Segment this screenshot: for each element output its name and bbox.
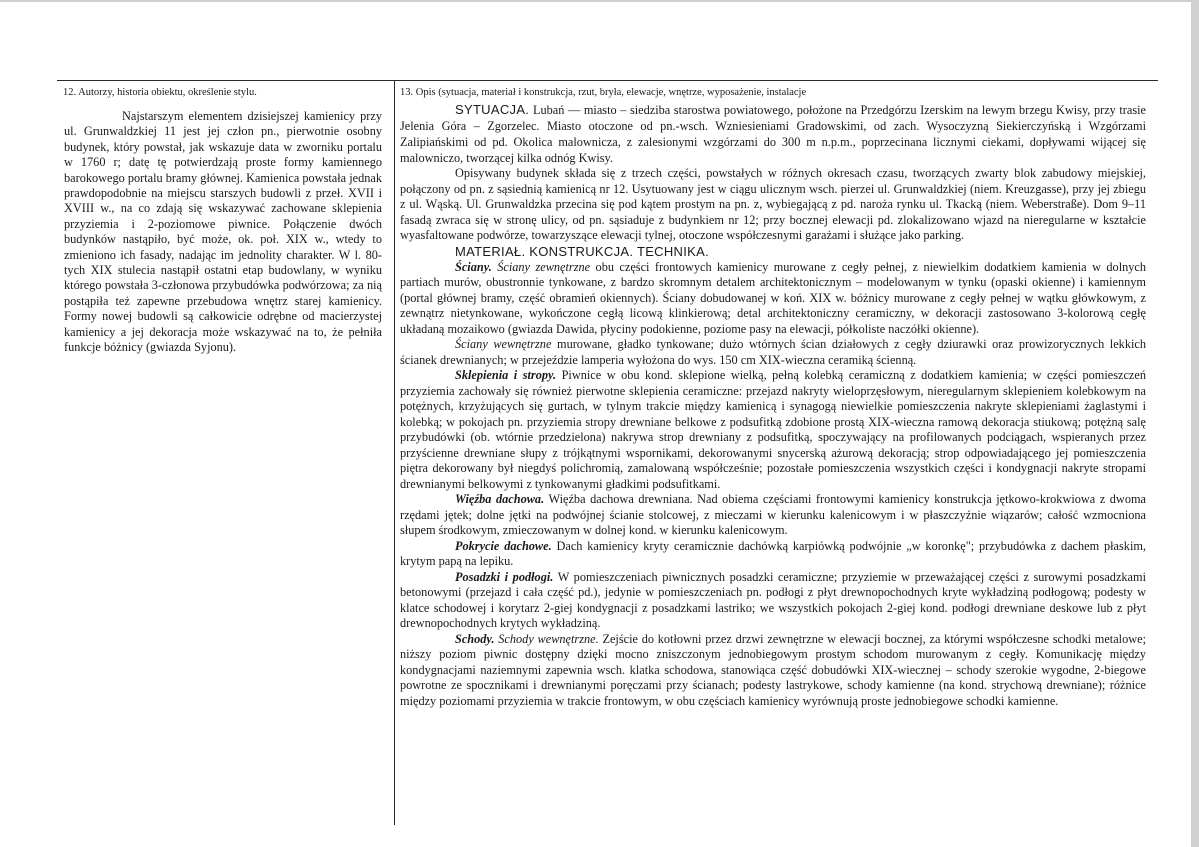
pokrycie-lead: Pokrycie dachowe. xyxy=(455,538,552,553)
sciany-paragraph xyxy=(400,260,1146,338)
wiezba-lead: Więźba dachowa. xyxy=(455,492,545,506)
left-column-header: 12. Autorzy, historia obiektu, określenie stylu. xyxy=(63,87,257,98)
posadzki-paragraph xyxy=(400,570,1146,632)
sciany-lead: Ściany. xyxy=(455,259,492,274)
sciany-wewn-text: murowane, gładko tynkowane; dużo wtórnych ścian działowych z cegły dziurawki oraz prowizorycznych lekkich ścianek drewnianych; w przejeździe lamperia wyłożona do wys. 150 cm XIX-wieczna ceramiką ścienną. xyxy=(400,337,1146,367)
sciany-sub: Ściany zewnętrzne xyxy=(497,259,591,274)
posadzki-lead: Posadzki i podłogi. xyxy=(455,569,554,584)
posadzki-text: W pomieszczeniach piwnicznych posadzki ceramiczne; przyziemie w przeważającej części z surowymi posadzkami betonowymi (przejazd i cała część pd.), jedynie w pomieszczeniach pn. podłogi z płyt drewnopochodnych kryte wykładziną podłogową; podesty w klatce schodowej i korytarz 2-giej kondygnacji z posadzkami lastriko; we wszystkich pokojach 2-giej kond. podłogi drewniane deskowe lub z płyt drewnopochodnych krytych wykładziną. xyxy=(400,569,1146,630)
wiezba-text: Więźba dachowa drewniana. Nad obiema częściami frontowymi kamienicy konstrukcja jętkowo-krokwiowa z dwoma rzędami jętek; dolne jętki na podwójnej ścianie stolcowej, z mieczami w kierunku kalenicowym i w płaszczyźnie wiązarów; całość wzmocniona słupem środkowym, zmieczowanym w dolnej kond. w kierunku kalenicowym. xyxy=(400,492,1146,537)
material-heading xyxy=(400,244,1146,260)
wiezba-paragraph xyxy=(400,492,1146,539)
budynek-paragraph: Opisywany budynek składa się z trzech części, powstałych w różnych okresach czasu, tworzących zwarty blok zabudowy miejskiej, połączony od pn. z sąsiednią kamienicą nr 12. Usytuowany jest w ciągu ulicznym wsch. pierzei ul. Grunwaldzkiej (niem. Kreuzgasse), przy jej zbiegu z ul. Wąską. Ul. Grunwaldzka przecina się pod kątem prostym na pn. z, wybiegającą z pd. naroża rynku ul. Tkacką (niem. Weberstraße). Dom 9–11 fasadą zwraca się w stronę ulicy, od pn. sąsiaduje z budynkiem nr 12; przy bocznej elewacji pd. zlokalizowano wjazd na nieregularne w kształcie wyasfaltowane podwórze, towarzyszące elewacji tylnej, otoczone współczesnymi garażami i służące jako parking. xyxy=(400,166,1146,242)
pokrycie-paragraph xyxy=(400,539,1146,570)
right-column-text xyxy=(400,102,1146,709)
material-title: MATERIAŁ. KONSTRUKCJA. TECHNIKA. xyxy=(455,243,709,259)
top-rule xyxy=(57,80,1158,81)
left-column-text xyxy=(64,109,382,356)
sciany-wewn-paragraph xyxy=(400,337,1146,368)
sklepienia-text: Piwnice w obu kond. sklepione wielką, pełną kolebką ceramiczną z dodatkiem kamienia; w części pomieszczeń przyziemia zachowały się również pierwotne sklepienia ceramiczne: przejazd nakryty wieloprzęsłowym, nieregularnym sklepieniem kolebkowym na potężnych, krzyżujących się gurtach, w tylnym trakcie między kamienicą i synagogą niewielkie pomieszczenia nakryte sklepieniami żaglastymi i kolebką; w pokojach pn. przyziemia stropy drewniane belkowe z podsufitką zdobione prostą XIX-wieczna ramową dekoracja stiukową; potężną salę przybudówki (ob. wtórnie przedzielona) nakrywa strop drewniany z podsufitką, spoczywający na profilowanych podciągach, wspieranych przez przyścienne drewniane słupy z trójkątnymi wspornikami, dekorowanymi snycerską ażurową dekoracją; strop odpowiadającego jej pomieszczenia piętra dekorowany był niegdyś polichromią, zamalowaną współcześnie; pozostałe pomieszczenia wszystkich części i kondygnacji nakryte stropami drewnianymi belkowymi z tynkowanymi gładkimi podsufitkami. xyxy=(400,368,1147,491)
sklepienia-lead: Sklepienia i stropy. xyxy=(455,368,557,382)
sytuacja-section xyxy=(400,102,1146,166)
schody-lead: Schody. xyxy=(455,631,495,646)
history-paragraph: Najstarszym elementem dzisiejszej kamienicy przy ul. Grunwaldzkiej 11 jest jej człon pn., pierwotnie osobny budynek, który powstał, jak wskazuje data w zworniku portalu w 1760 r; datę tę potwierdzają proste formy kamiennego barokowego portalu bramy głównej. Kamienica powstała jednak prawdopodobnie na miejscu starszych budowli z przeł. XVII i XVIII w., na co zdają się wskazywać zachowane sklepienia przyziemia i 2-poziomowe piwnice. Połączenie dwóch budynków nastąpiło, być może, ok. poł. XIX w., wtedy to zmieniono ich fasady, nadając im jednolity charakter. W l. 80-tych XIX stulecia nastąpił ostatni etap budowlany, w wyniku którego powstała 3-członowa przybudówka podwórzowa; za nią postąpiła też zapewne przebudowa wnętrz starej kamienicy. Formy nowej budowli są całkowicie odrębne od macierzystej kamienicy a jej dekoracja może wskazywać na to, że pełniła funkcje bóżnicy (gwiazda Syjonu). xyxy=(64,109,382,355)
column-divider xyxy=(394,80,395,825)
sciany-wewn-sub: Ściany wewnętrzne xyxy=(455,337,552,351)
schody-text: Zejście do kotłowni przez drzwi zewnętrzne w elewacji bocznej, za którymi współczesne schodki metalowe; niższy poziom piwnic dostępny dzięki mocno zniszczonym jednobiegowym prostym schodom murowanym z cegły. Komunikację między kondygnacjami naziemnymi zapewnia wsch. klatka schodowa, stanowiąca część dobudówki XIX-wiecznej – schody szerokie wygodne, 2-biegowe powrotne ze spocznikami i drewnianymi poręczami przy ścianach; podesty lastrykowe, schody kamienne (na kond. strychową drewniane); różnice między poziomami przyziemia w trakcie frontowym, w obu częściach kamienicy wyrównują proste jednobiegowe schodki kamienne. xyxy=(400,631,1146,708)
pokrycie-text: Dach kamienicy kryty ceramicznie dachówką karpiówką podwójnie „w koronkę"; przybudówka z dachem płaskim, krytym papą na lepiku. xyxy=(400,538,1147,568)
sytuacja-title: SYTUACJA. xyxy=(455,102,530,117)
right-column-header: 13. Opis (sytuacja, materiał i konstrukcja, rzut, bryła, elewacje, wnętrze, wyposażenie, instalacje xyxy=(400,87,807,98)
sytuacja-text: Lubań — miasto – siedziba starostwa powiatowego, położone na Przedgórzu Izerskim na lewym brzegu Kwisy, przy trasie Jelenia Góra – Zgorzelec. Miasto otoczone od pn.-wsch. Wzniesieniami Gradowskimi, od zach. Wysoczyzną Siekierczyńską i Wzgórzami Zalipiańskimi od pd. Okolica malownicza, z zalesionymi wzgórzami do 300 m n.p.m., poprzecinana licznymi ciekami, dopływami wijącej się malowniczo, tworzącej kilka odnóg Kwisy. xyxy=(400,103,1147,165)
schody-paragraph xyxy=(400,632,1146,710)
schody-sub: Schody wewnętrzne. xyxy=(498,631,599,646)
sciany-text: obu części frontowych kamienicy murowane z cegły pełnej, z niewielkim dodatkiem kamienia w dolnych partiach murów, obustronnie tynkowane, z bardzo skromnym detalem architektonicznym – modelowanym w tynku (opaski okienne) i kamiennym (portal głównej bramy, część obramień okiennych). Ściany dobudowanej w koń. XIX w. bóżnicy murowane z cegły pełnej w wątku główkowym, z zewnątrz nietynkowane, wykończone cegłą licową klinkierową; detal architektoniczny ceramiczny, w dekoracji zastosowano 3-kolorową cegłę układaną mozaikowo (gwiazda Dawida, płyciny podokienne, poziome pasy na elewacji, półkoliste naczółki okienne). xyxy=(400,259,1147,336)
sklepienia-paragraph xyxy=(400,368,1146,492)
